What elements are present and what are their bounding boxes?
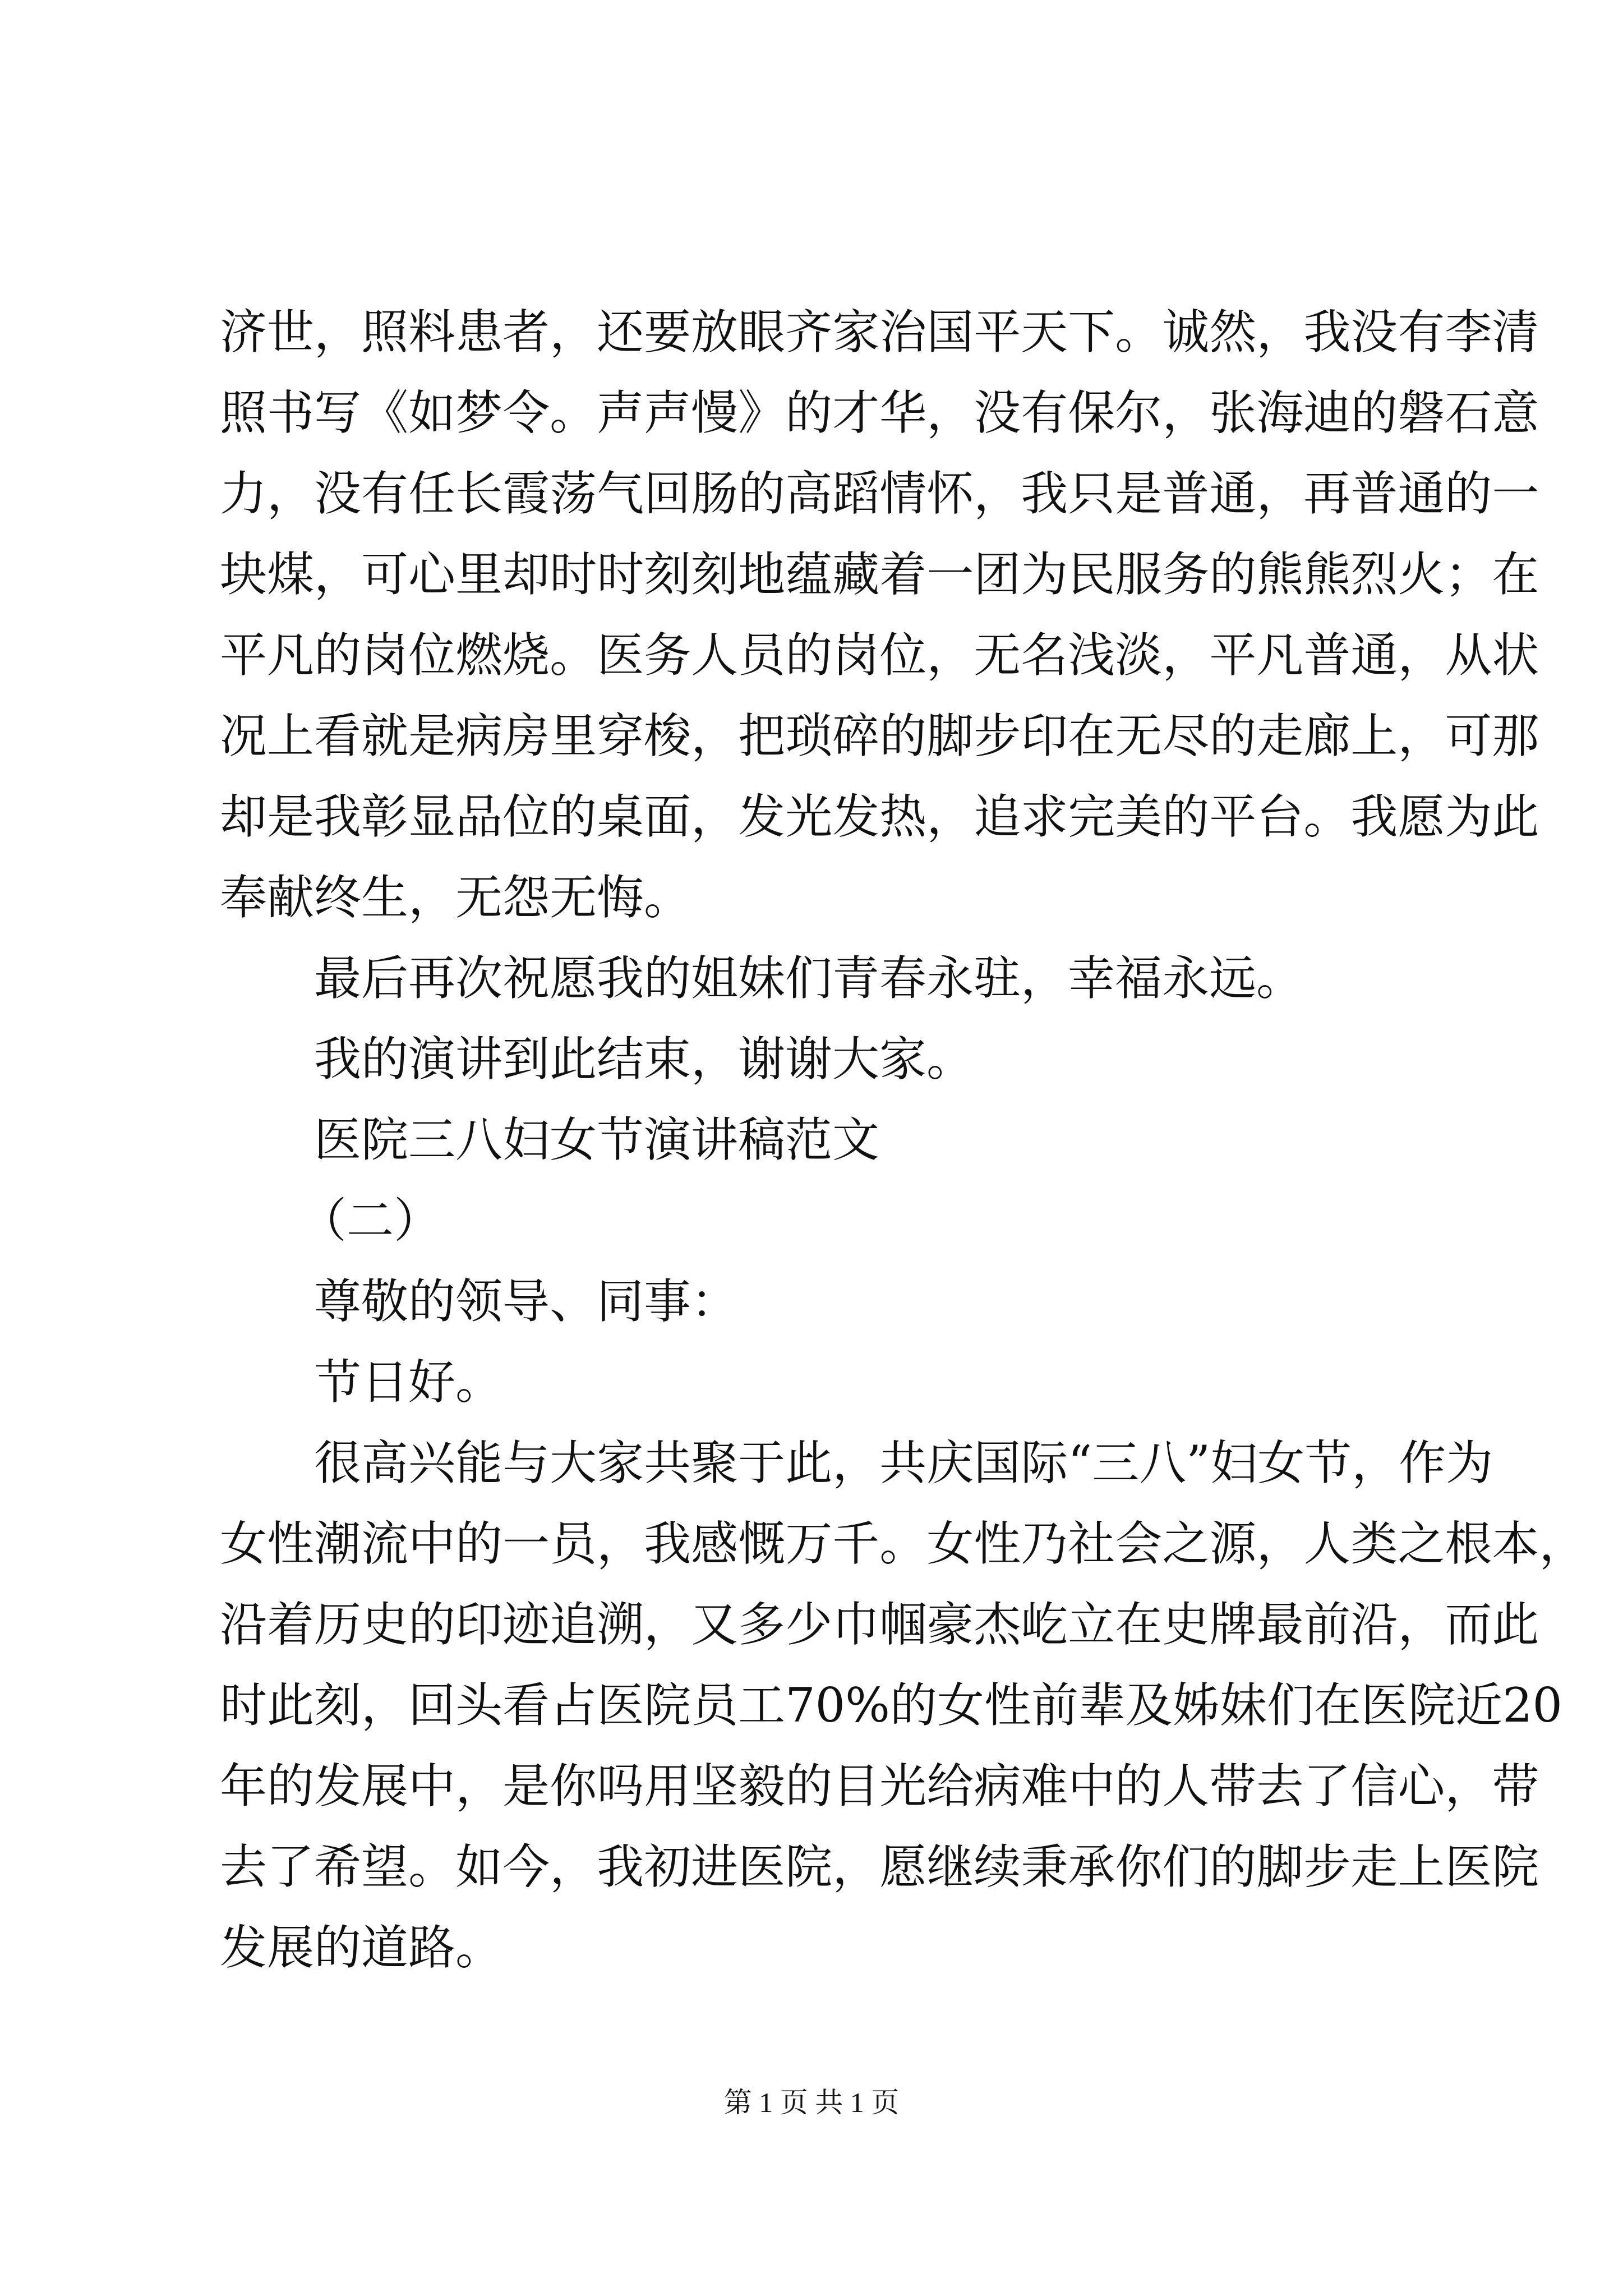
text-line: 照 书 写 《 如 梦 令 。 声 声 慢 》 的 才 华 ， 没 有 保 尔 ， 张 海 迪 的 磐 石 意	[220, 385, 1539, 440]
text-line: 时 此 刻 ， 回 头 看 占 医 院 员 工 70% 的 女 性 前 辈 及 姊 妹 们 在 医 院 近 20	[220, 1678, 1562, 1733]
text-line: 发展的道路。	[220, 1920, 503, 1975]
text-line: 很 高 兴 能 与 大 家 共 聚 于 此 ， 共 庆 国 际 “ 三 八 ” 妇 女 节 ， 作 为	[314, 1435, 1493, 1490]
salutation: 尊敬的领导、同事：	[314, 1274, 739, 1329]
text-line: 力 ， 没 有 任 长 霞 荡 气 回 肠 的 高 蹈 情 怀 ， 我 只 是 普 通 ， 再 普 通 的 一	[220, 466, 1539, 521]
text-line: 平 凡 的 岗 位 燃 烧 。 医 务 人 员 的 岗 位 ， 无 名 浅 淡 ， 平 凡 普 通 ， 从 状	[220, 628, 1539, 683]
section-title: 医院三八妇女节演讲稿范文	[314, 1112, 880, 1167]
text-line: 去 了 希 望 。 如 今 ， 我 初 进 医 院 ， 愿 继 续 秉 承 你 们 的 脚 步 走 上 医 院	[220, 1839, 1539, 1894]
text-line: 奉献终生，无怨无悔。	[220, 870, 691, 925]
page-footer: 第 1 页 共 1 页	[723, 2087, 900, 2118]
text-line: 年 的 发 展 中 ， 是 你 吗 用 坚 毅 的 目 光 给 病 难 中 的 人 带 去 了 信 心 ， 带	[220, 1759, 1539, 1814]
text-line: 块 煤 ， 可 心 里 却 时 时 刻 刻 地 蕴 藏 着 一 团 为 民 服 务 的 熊 熊 烈 火 ； 在	[220, 547, 1539, 602]
text-line: 济 世 ， 照 料 患 者 ， 还 要 放 眼 齐 家 治 国 平 天 下 。 诚 然 ， 我 没 有 李 清	[220, 305, 1539, 360]
document-body	[220, 292, 1587, 1988]
text-line: 沿 着 历 史 的 印 迹 追 溯 ， 又 多 少 巾 帼 豪 杰 屹 立 在 史 牌 最 前 沿 ， 而 此	[220, 1597, 1539, 1652]
text-line: 我的演讲到此结束，谢谢大家。	[314, 1032, 974, 1087]
section-number: （二）	[299, 1193, 441, 1248]
greeting: 节日好。	[314, 1355, 503, 1410]
text-line: 却 是 我 彰 显 品 位 的 桌 面 ， 发 光 发 热 ， 追 求 完 美 的 平 台 。 我 愿 为 此	[220, 789, 1539, 844]
text-line: 况 上 看 就 是 病 房 里 穿 梭 ， 把 琐 碎 的 脚 步 印 在 无 尽 的 走 廊 上 ， 可 那	[220, 708, 1539, 763]
text-line: 最后再次祝愿我的姐妹们青春永驻，幸福永远。	[314, 951, 1304, 1006]
text-line: 女 性 潮 流 中 的 一 员 ， 我 感 慨 万 千 。 女 性 乃 社 会 之 源 ， 人 类 之 根 本 ，	[220, 1516, 1587, 1571]
